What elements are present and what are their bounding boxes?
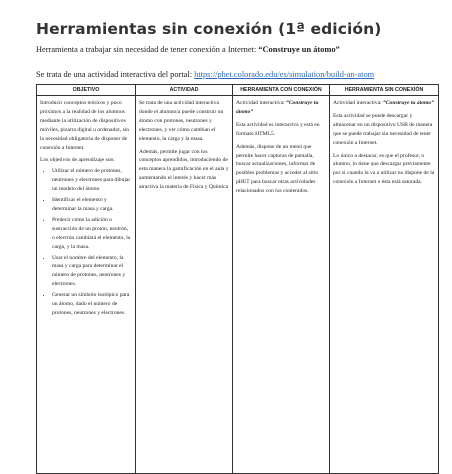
subtitle-activity-name: “Construye un átomo” bbox=[258, 45, 340, 54]
sin-conexion-label: Actividad interactiva: bbox=[333, 100, 384, 106]
subtitle bbox=[36, 44, 418, 55]
list-item: • Utilizar el número de protones, neutrones y electrones para dibujar un modelo del átomo bbox=[52, 167, 132, 194]
phet-link[interactable]: https://phet.colorado.edu/es/simulation/build-an-atom bbox=[194, 70, 375, 79]
con-conexion-activity-name: “Construye tu átomo” bbox=[236, 100, 319, 115]
con-conexion-paragraph-2: Esta actividad es interactiva y está en formato HTML5. bbox=[236, 121, 320, 137]
list-item: • Generar un símbolo isotópico para un átomo, dado el número de protones, neutrones y electrones. bbox=[52, 291, 132, 318]
con-conexion-paragraph-3: Además, dispone de un menú que permite hacer capturas de pantalla, buscar actualizaciones, informar de posibles problemas y acceder al sitio pHET para buscar otras actividades relacionados con los contenidos. bbox=[236, 143, 319, 195]
objetivo-paragraph: Introducir conceptos teóricos y poco próximos a la realidad de los alumnos mediante la utilización de dispositivos móviles, pizarra digital u ordenador, sin la necesidad obligatoria de disponer de conexión a Internet. bbox=[40, 100, 130, 151]
header-con-conexion: HERRAMIENTA CON CONEXIÓN bbox=[233, 85, 330, 96]
objetivo-lead: Los objetivos de aprendizaje son: bbox=[40, 157, 115, 164]
sin-conexion-paragraph-3: Lo único a destacar, es que el profesor, o alumno, lo tiene que descargar previamente por si cuando la va a utilizar no dispone de la conexión a Internet o ésta está saturada. bbox=[333, 152, 435, 186]
list-item: • Identificar el elemento y determinar la masa y carga. bbox=[52, 196, 132, 214]
cell-objetivo bbox=[37, 96, 136, 474]
cell-sin-conexion bbox=[330, 96, 439, 474]
header-sin-conexion: HERRAMIENTA SIN CONEXIÓN bbox=[330, 85, 439, 96]
cell-actividad bbox=[136, 96, 233, 474]
cell-con-conexion bbox=[233, 96, 330, 474]
intro-line bbox=[36, 69, 418, 80]
document-page bbox=[36, 20, 435, 474]
con-conexion-paragraph-1 bbox=[236, 99, 326, 117]
table-header-row bbox=[37, 85, 439, 96]
table-row bbox=[37, 96, 439, 474]
sin-conexion-paragraph-1 bbox=[333, 99, 435, 108]
objetivo-list bbox=[40, 167, 132, 318]
sin-conexion-activity-name: “Construye tu átomo” bbox=[383, 100, 434, 106]
header-actividad: ACTIVIDAD bbox=[136, 85, 233, 96]
subtitle-text: Herramienta a trabajar sin necesidad de tener conexión a Internet: bbox=[36, 45, 259, 54]
header-objetivo: OBJETIVO bbox=[37, 85, 136, 96]
actividad-paragraph-2: Además, permite jugar con los conceptos aprendidos, introduciendo de esta manera la gamificación en el aula y aumentando el interés y hacer más atractiva la materia de Física y Química bbox=[139, 148, 229, 191]
list-item: • Predecir cómo la adición o sustracción de un protón, neutrón, o electrón cambiará el elemento, la carga, y la masa. bbox=[52, 216, 132, 252]
actividad-paragraph-1: Se trata de una actividad interactiva donde el alumno/a puede construir un átomo con protones, neutrones y electrones, y ver cómo cambian el elemento, la carga y la masa. bbox=[139, 100, 224, 142]
list-item: • Usar el nombre del elemento, la masa y carga para determinar el número de protones, neutrones y electrones. bbox=[52, 254, 132, 290]
tools-table bbox=[36, 84, 439, 474]
page-title: Herramientas sin conexión (1ª edición) bbox=[36, 20, 382, 38]
intro-text: Se trata de una actividad interactiva del portal: bbox=[36, 70, 195, 79]
con-conexion-label: Actividad interactiva: bbox=[236, 100, 287, 106]
sin-conexion-paragraph-2: Esta actividad se puede descargar y almacenar en un dispositivo USB de manera que se puede trabajar sin necesidad de tener conexión a Internet. bbox=[333, 112, 433, 146]
